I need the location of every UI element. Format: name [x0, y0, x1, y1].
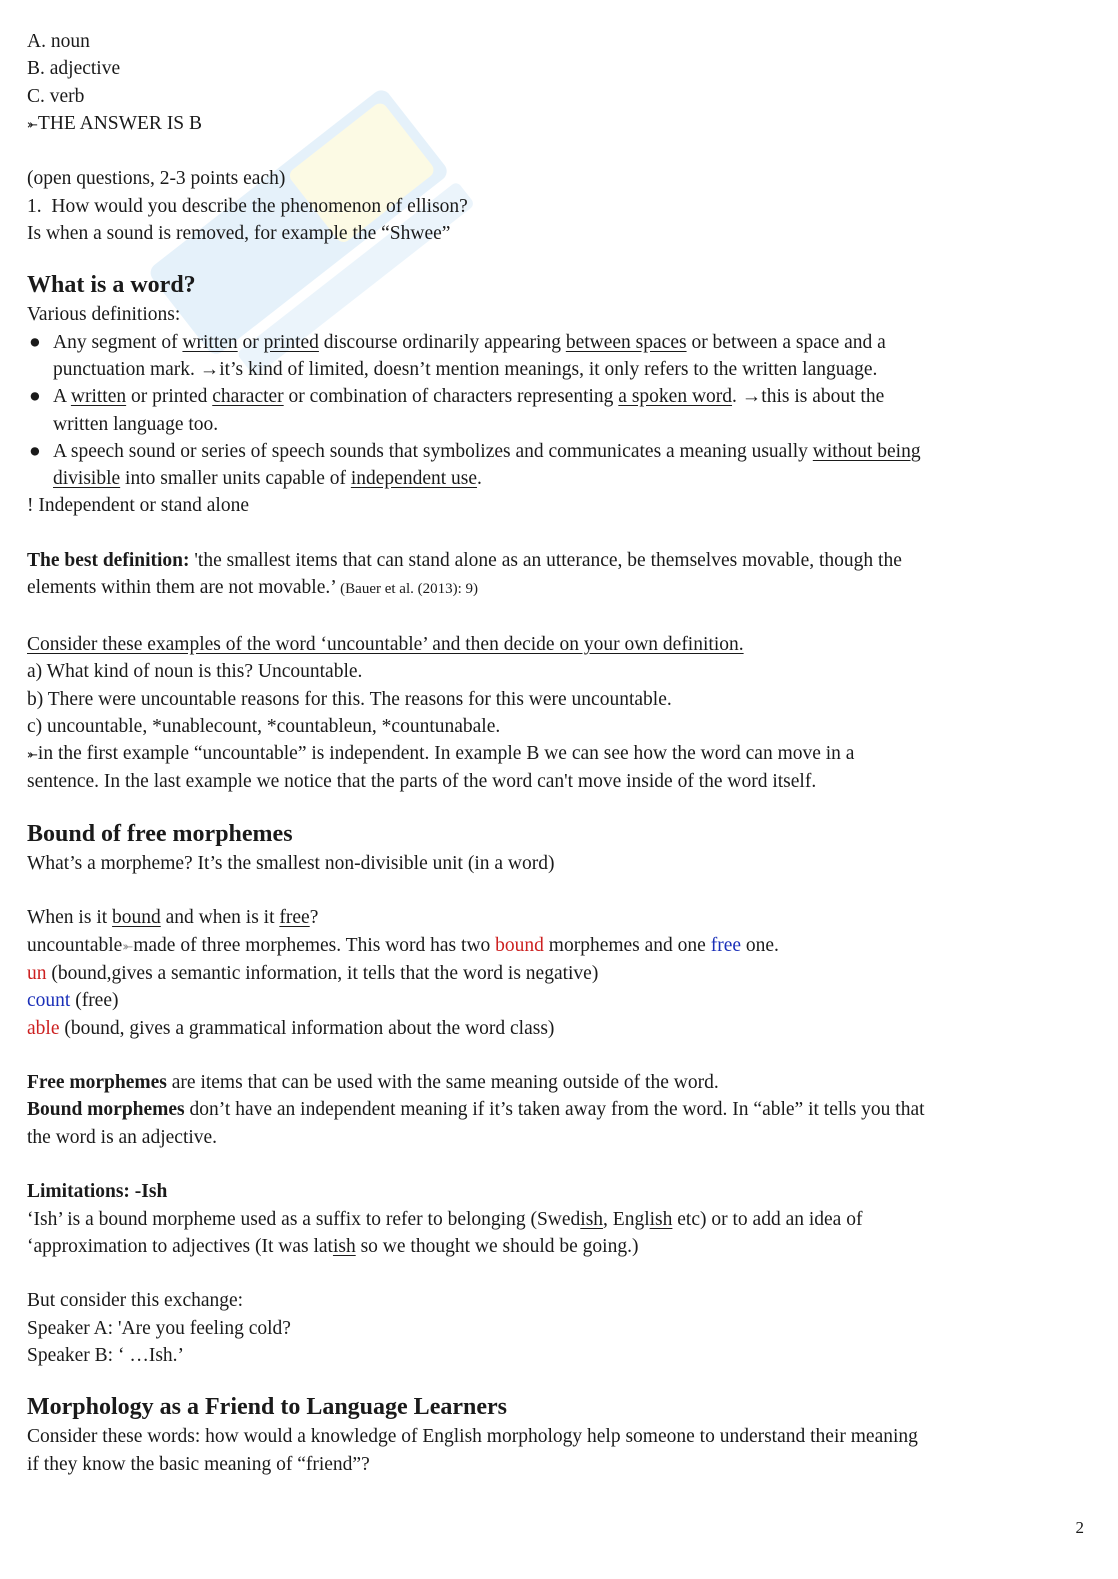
ish-text: ‘Ish’ is a bound morpheme used as a suffix to refer to belonging (Swedish, English etc) or to add an idea of	[27, 1208, 863, 1230]
bound-morphemes-def-cont: the word is an adjective.	[27, 1126, 218, 1148]
ish-text-cont: ‘approximation to adjectives (It was latish so we thought we should be going.)	[27, 1235, 639, 1257]
list-item: ● A speech sound or series of speech sounds that symbolizes and communicates a meaning usually without being divisible into smaller units capable of independent use.	[27, 438, 1087, 493]
example-b: b) There were uncountable reasons for this. The reasons for this were uncountable.	[27, 688, 672, 710]
best-definition-cont: elements within them are not movable.’ (Bauer et al. (2013): 9)	[27, 577, 479, 599]
answer-line: ⤜THE ANSWER IS B	[27, 112, 203, 134]
morpheme-able: able (bound, gives a grammatical information about the word class)	[27, 1017, 555, 1039]
definitions-intro: Various definitions:	[27, 304, 181, 326]
bound-morphemes-def: Bound morphemes don’t have an independent meaning if it’s taken away from the word. In “able” it tells you that	[27, 1099, 925, 1121]
morpheme-un: un (bound,gives a semantic information, it tells that the word is negative)	[27, 962, 599, 984]
option-c: C. verb	[27, 85, 85, 107]
section-heading-morphemes: Bound of free morphemes	[27, 820, 293, 847]
explanation: ⤜in the first example “uncountable” is independent. In example B we can see how the word can move in a	[27, 743, 855, 765]
limitations-heading: Limitations: -Ish	[27, 1181, 168, 1203]
section-heading-friend: Morphology as a Friend to Language Learners	[27, 1394, 507, 1421]
definitions-list	[27, 329, 1087, 493]
arrow-icon: ⤜	[27, 116, 38, 132]
bullet-icon: ●	[29, 440, 41, 462]
bullet-icon: ●	[29, 331, 41, 353]
answer-1: Is when a sound is removed, for example the “Shwee”	[27, 223, 451, 245]
option-b: B. adjective	[27, 58, 121, 80]
speaker-b: Speaker B: ‘ …Ish.’	[27, 1345, 185, 1367]
list-item: ● Any segment of written or printed discourse ordinarily appearing between spaces or between a space and a punctuation mark. →it’s kind of limited, doesn’t mention meanings, it only refers to the written language.	[27, 329, 1087, 384]
open-questions-header: (open questions, 2-3 points each)	[27, 168, 286, 190]
arrow-icon: ⤜	[122, 938, 134, 954]
list-item: ● A written or printed character or combination of characters representing a spoken word. →this is about the written language too.	[27, 383, 1087, 438]
section-heading-word: What is a word?	[27, 272, 196, 299]
example-c: c) uncountable, *unablecount, *countableun, *countunabale.	[27, 715, 501, 737]
morpheme-question: What’s a morpheme? It’s the smallest non-divisible unit (in a word)	[27, 852, 555, 874]
citation: (Bauer et al. (2013): 9)	[340, 581, 479, 598]
independent-note: ! Independent or stand alone	[27, 495, 250, 517]
option-a: A. noun	[27, 31, 90, 52]
arrow-icon: ⤜	[27, 747, 38, 763]
morpheme-count: count (free)	[27, 990, 119, 1012]
page-number: 2	[1075, 1518, 1084, 1537]
consider-prompt: Consider these examples of the word ‘uncountable’ and then decide on your own definition.	[27, 633, 744, 655]
explanation-cont: sentence. In the last example we notice that the parts of the word can't move inside of the word itself.	[27, 771, 817, 793]
exchange-intro: But consider this exchange:	[27, 1290, 244, 1312]
question-1: 1. How would you describe the phenomenon of ellison?	[27, 195, 468, 217]
bound-free-question: When is it bound and when is it free?	[27, 907, 319, 929]
friend-text: Consider these words: how would a knowledge of English morphology help someone to understand their meaning	[27, 1426, 918, 1448]
uncountable-breakdown: uncountable⤜made of three morphemes. This word has two bound morphemes and one free one.	[27, 934, 779, 956]
friend-text-cont: if they know the basic meaning of “friend”?	[27, 1453, 370, 1475]
speaker-a: Speaker A: 'Are you feeling cold?	[27, 1317, 291, 1339]
free-morphemes-def: Free morphemes are items that can be used with the same meaning outside of the word.	[27, 1072, 719, 1094]
example-a: a) What kind of noun is this? Uncountable.	[27, 661, 363, 683]
document-page	[27, 28, 1087, 1478]
best-definition: The best definition: 'the smallest items that can stand alone as an utterance, be themselves movable, though the	[27, 550, 902, 572]
bullet-icon: ●	[29, 386, 41, 408]
